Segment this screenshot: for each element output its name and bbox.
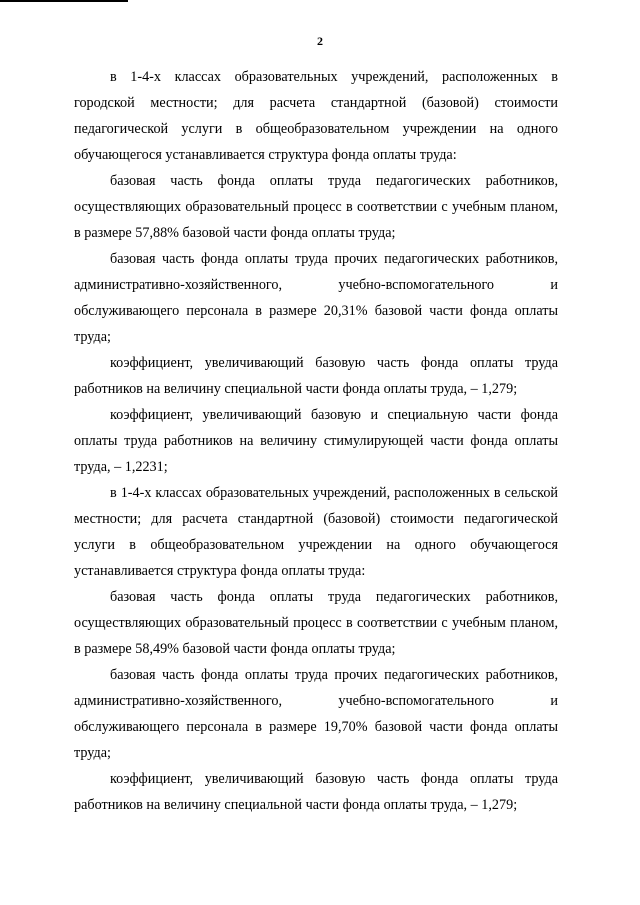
paragraph-rural-intro: в 1-4-х классах образовательных учреждений, расположенных в сельской местности; для расчета стандартной (базовой) стоимости педагогической услуги в общеобразовательном учреждении на одного обучающегося устанавливается структура фонда оплаты труда: <box>74 485 558 579</box>
document-body <box>74 64 558 818</box>
paragraph-urban-stimulating-coefficient: коэффициент, увеличивающий базовую и специальную части фонда оплаты труда работников на величину стимулирующей части фонда оплаты труда, – 1,2231; <box>74 407 558 475</box>
paragraph-rural-special-coefficient: коэффициент, увеличивающий базовую часть фонда оплаты труда работников на величину специальной части фонда оплаты труда, – 1,279; <box>74 771 558 813</box>
paragraph-urban-other-staff: базовая часть фонда оплаты труда прочих педагогических работников, административно-хозяйственного, учебно-вспомогательного и обслуживающего персонала в размере 20,31% базовой части фонда оплаты труда; <box>74 251 558 345</box>
paragraph-urban-teaching-staff: базовая часть фонда оплаты труда педагогических работников, осуществляющих образовательный процесс в соответствии с учебным планом, в размере 57,88% базовой части фонда оплаты труда; <box>74 173 558 241</box>
paragraph-urban-special-coefficient: коэффициент, увеличивающий базовую часть фонда оплаты труда работников на величину специальной части фонда оплаты труда, – 1,279; <box>74 355 558 397</box>
paragraph-rural-teaching-staff: базовая часть фонда оплаты труда педагогических работников, осуществляющих образовательный процесс в соответствии с учебным планом, в размере 58,49% базовой части фонда оплаты труда; <box>74 589 558 657</box>
paragraph-urban-intro: в 1-4-х классах образовательных учреждений, расположенных в городской местности; для расчета стандартной (базовой) стоимости педагогической услуги в общеобразовательном учреждении на одного обучающегося устанавливается структура фонда оплаты труда: <box>74 69 558 163</box>
paragraph-rural-other-staff: базовая часть фонда оплаты труда прочих педагогических работников, административно-хозяйственного, учебно-вспомогательного и обслуживающего персонала в размере 19,70% базовой части фонда оплаты труда; <box>74 667 558 761</box>
top-rule <box>0 0 128 2</box>
page-number: 2 <box>317 34 323 48</box>
